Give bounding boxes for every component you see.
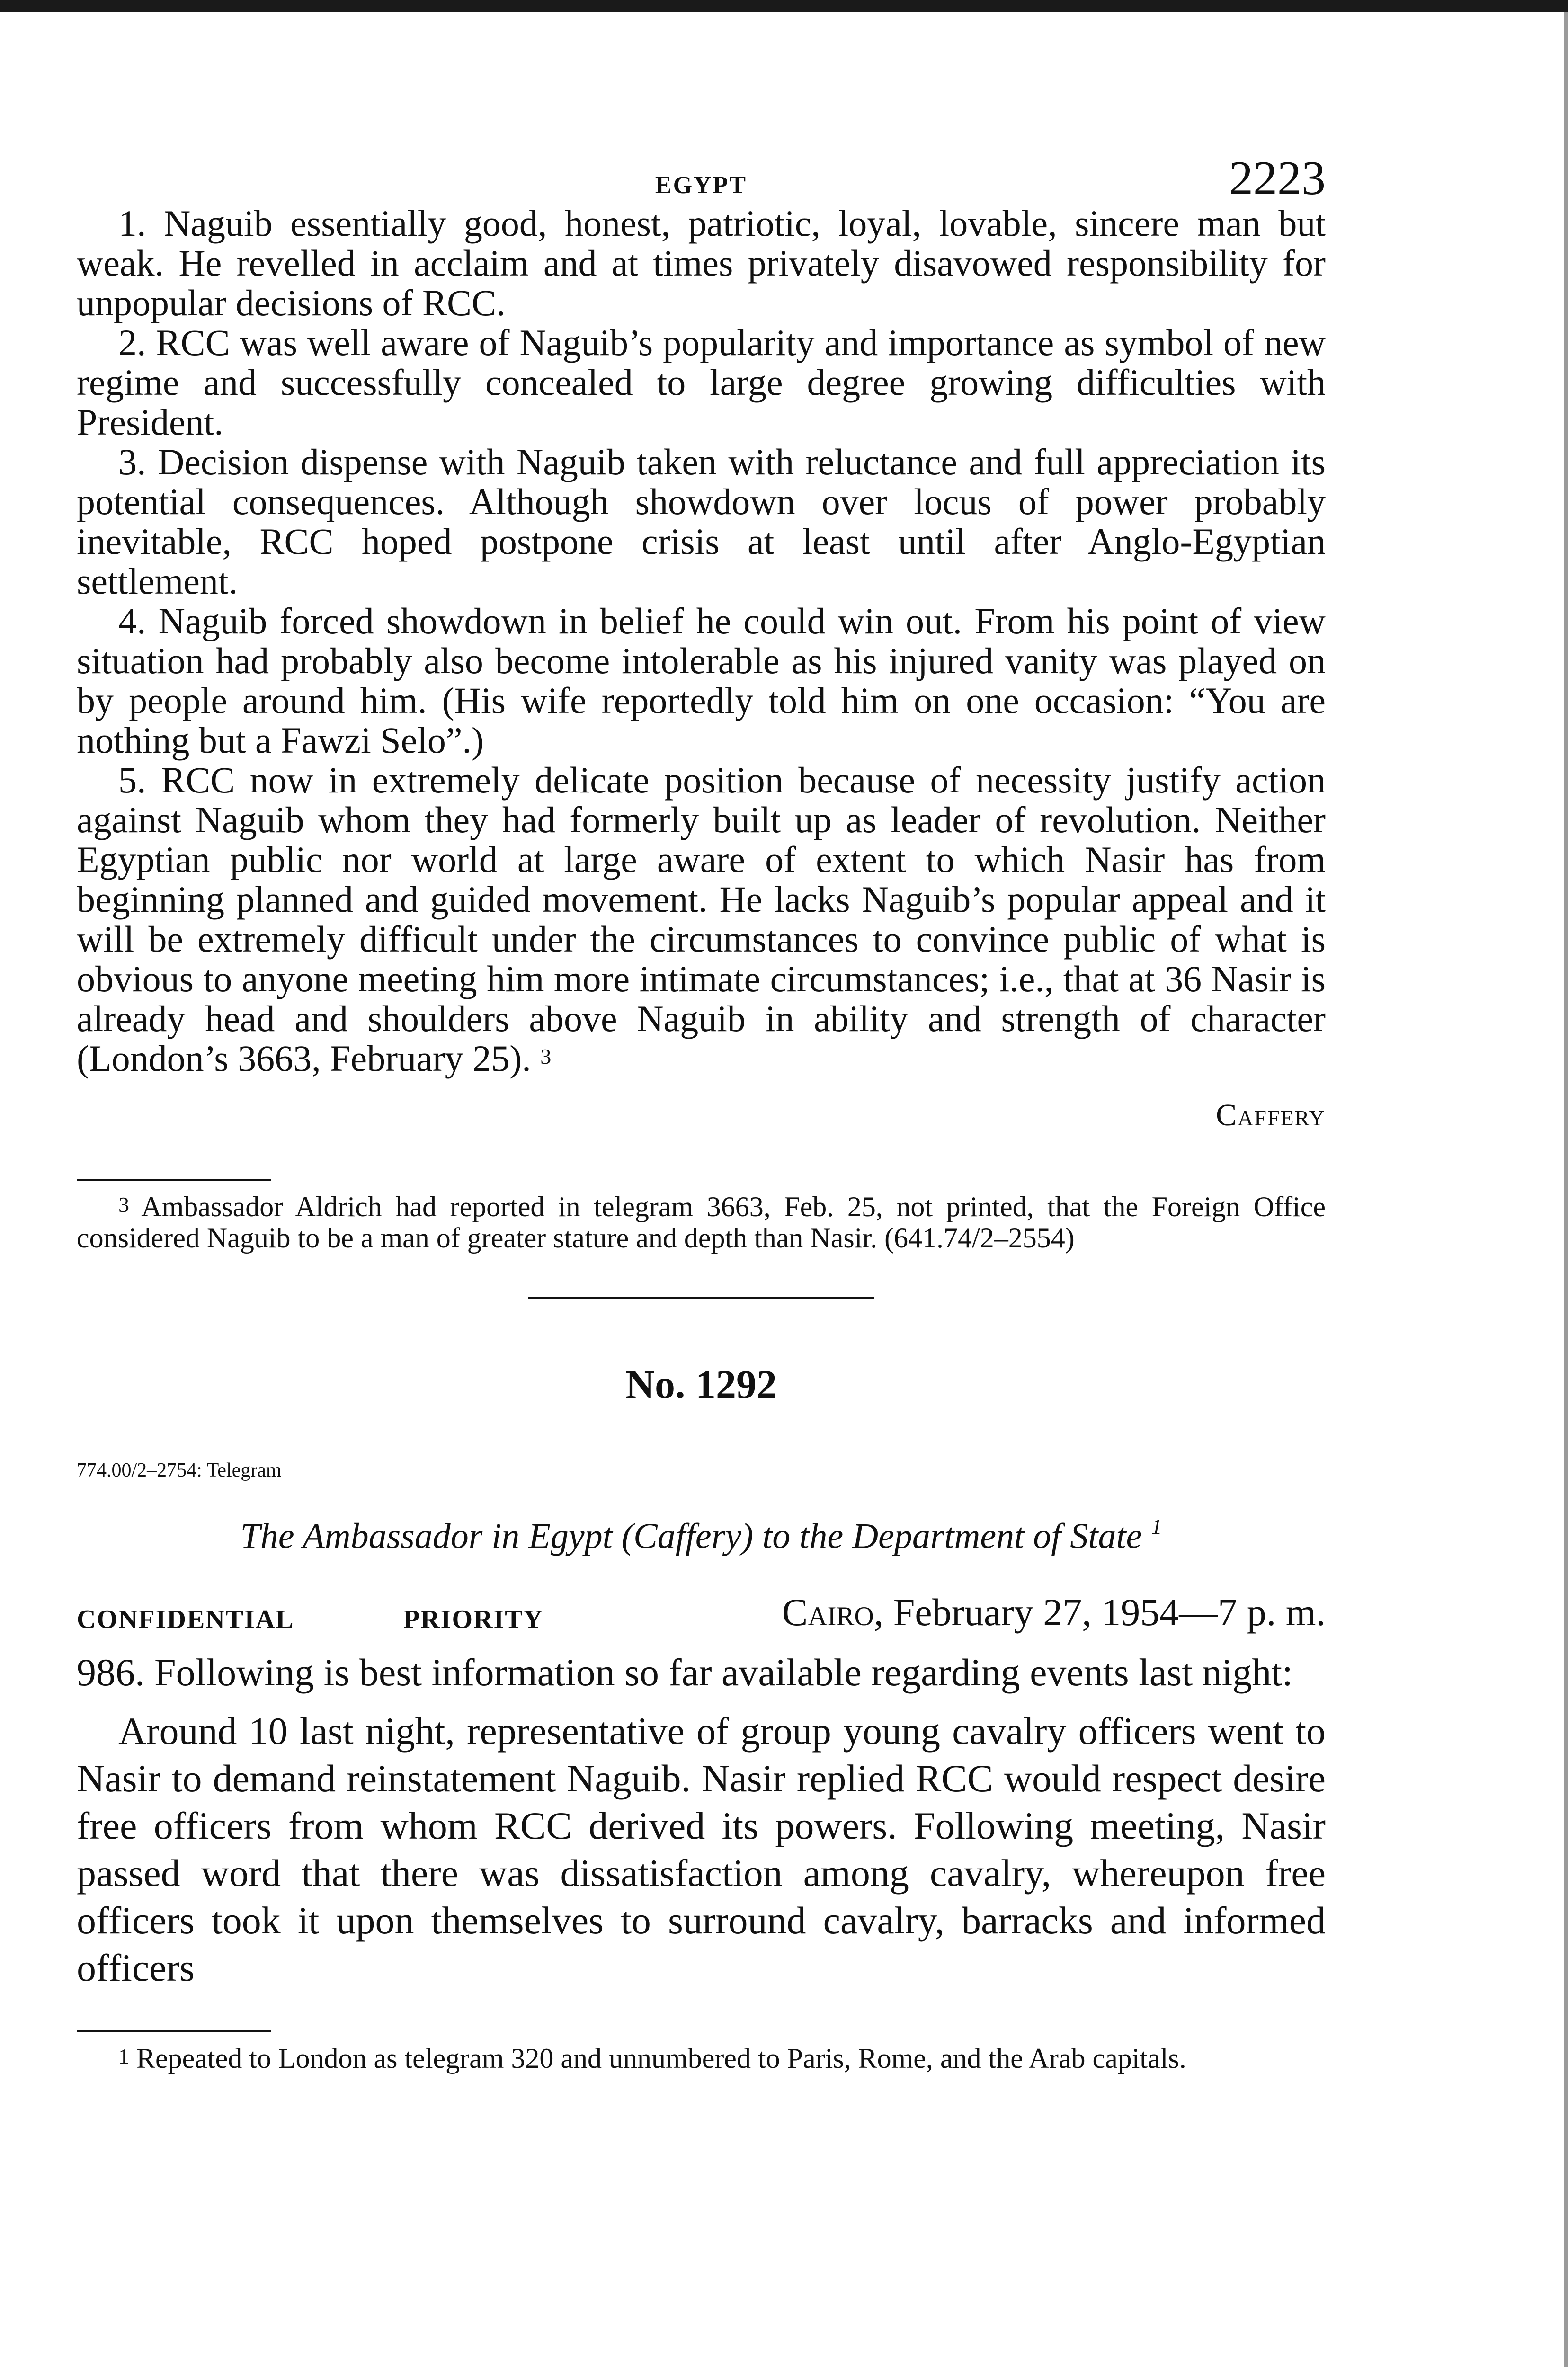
document-page <box>77 142 1326 2074</box>
footnote-marker-3: 3 <box>540 1044 552 1068</box>
priority: PRIORITY <box>403 1605 544 1634</box>
footnote-1-text: Repeated to London as telegram 320 and unnumbered to Paris, Rome, and the Arab capitals. <box>136 2043 1186 2074</box>
classification: CONFIDENTIAL <box>77 1605 294 1634</box>
footnote-3-text: Ambassador Aldrich had reported in telegram 3663, Feb. 25, not printed, that the Foreign Office considered Naguib to be a man of greater stature and depth than Nasir. (641.74/2–2554) <box>77 1191 1326 1254</box>
paragraph-1: 1. Naguib essentially good, honest, patriotic, loyal, lovable, sincere man but weak. He revelled in acclaim and at times privately disavowed responsibility for unpopular decisions of RCC. <box>77 203 1326 323</box>
telegram-paragraph-2: Around 10 last night, representative of group young cavalry officers went to Nasir to demand reinstatement Naguib. Nasir replied RCC would respect desire free officers from whom RCC derived its powers. Following meeting, Nasir passed word that there was dissatisfaction among cavalry, whereupon free officers took it upon themselves to surround cavalry, barracks and informed officers <box>77 1709 1326 1989</box>
dateline-date: February 27, 1954—7 p. m. <box>893 1591 1326 1634</box>
title-footnote-marker: 1 <box>1151 1514 1162 1539</box>
footnote-3-marker: 3 <box>118 1192 129 1217</box>
paragraph-4: 4. Naguib forced showdown in belief he could win out. From his point of view situation had probably also become intolerable as his injured vanity was played on by people around him. (His wife reportedly told him on one occasion: “You are nothing but a Fawzi Selo”.) <box>77 600 1326 761</box>
section-title: EGYPT <box>655 172 748 199</box>
footnote-1 <box>77 2043 1326 2074</box>
footnote-rule <box>77 1179 271 1181</box>
classification-line <box>77 1590 1326 1636</box>
file-reference: 774.00/2–2754: Telegram <box>77 1459 282 1481</box>
paragraph-3: 3. Decision dispense with Naguib taken with reluctance and full appreciation its potential consequences. Although showdown over locus of power probably inevitable, RCC hoped postpone crisis at least until after Anglo-Egyptian settlement. <box>77 441 1326 602</box>
document-title-wrapper <box>77 1516 1326 1557</box>
footnote-3 <box>77 1191 1326 1254</box>
telegram-paragraph-1: 986. Following is best information so far available regarding events last night: <box>77 1651 1293 1694</box>
document-title: The Ambassador in Egypt (Caffery) to the Department of State <box>240 1516 1142 1556</box>
right-scan-border <box>1564 12 1568 2367</box>
top-scan-border <box>0 0 1568 12</box>
paragraph-5-wrapper <box>77 760 1326 1078</box>
dateline <box>782 1590 1326 1635</box>
continued-telegram-text <box>77 204 1326 1078</box>
paragraph-5: 5. RCC now in extremely delicate position because of necessity justify action against Naguib whom they had formerly built up as leader of revolution. Neither Egyptian public nor world at large aware of extent to which Nasir has from beginning planned and guided movement. He lacks Naguib’s popular appeal and it will be extremely difficult under the circumstances to convince public of what is obvious to anyone meeting him more intimate circumstances; i.e., that at 36 Nasir is already head and shoulders above Naguib in ability and strength of character (London’s 3663, February 25). <box>77 759 1326 1079</box>
dateline-place: Cairo, <box>782 1591 884 1634</box>
page-number: 2223 <box>1229 151 1326 205</box>
paragraph-2: 2. RCC was well aware of Naguib’s popularity and importance as symbol of new regime and successfully concealed to large degree growing difficulties with President. <box>77 322 1326 443</box>
telegram-body <box>77 1649 1326 1992</box>
section-divider <box>528 1297 874 1299</box>
running-head <box>77 142 1326 204</box>
signature: Caffery <box>1216 1098 1326 1132</box>
document-number: No. 1292 <box>625 1361 777 1407</box>
footnote-1-marker: 1 <box>118 2044 129 2068</box>
footnote-rule-2 <box>77 2030 271 2032</box>
